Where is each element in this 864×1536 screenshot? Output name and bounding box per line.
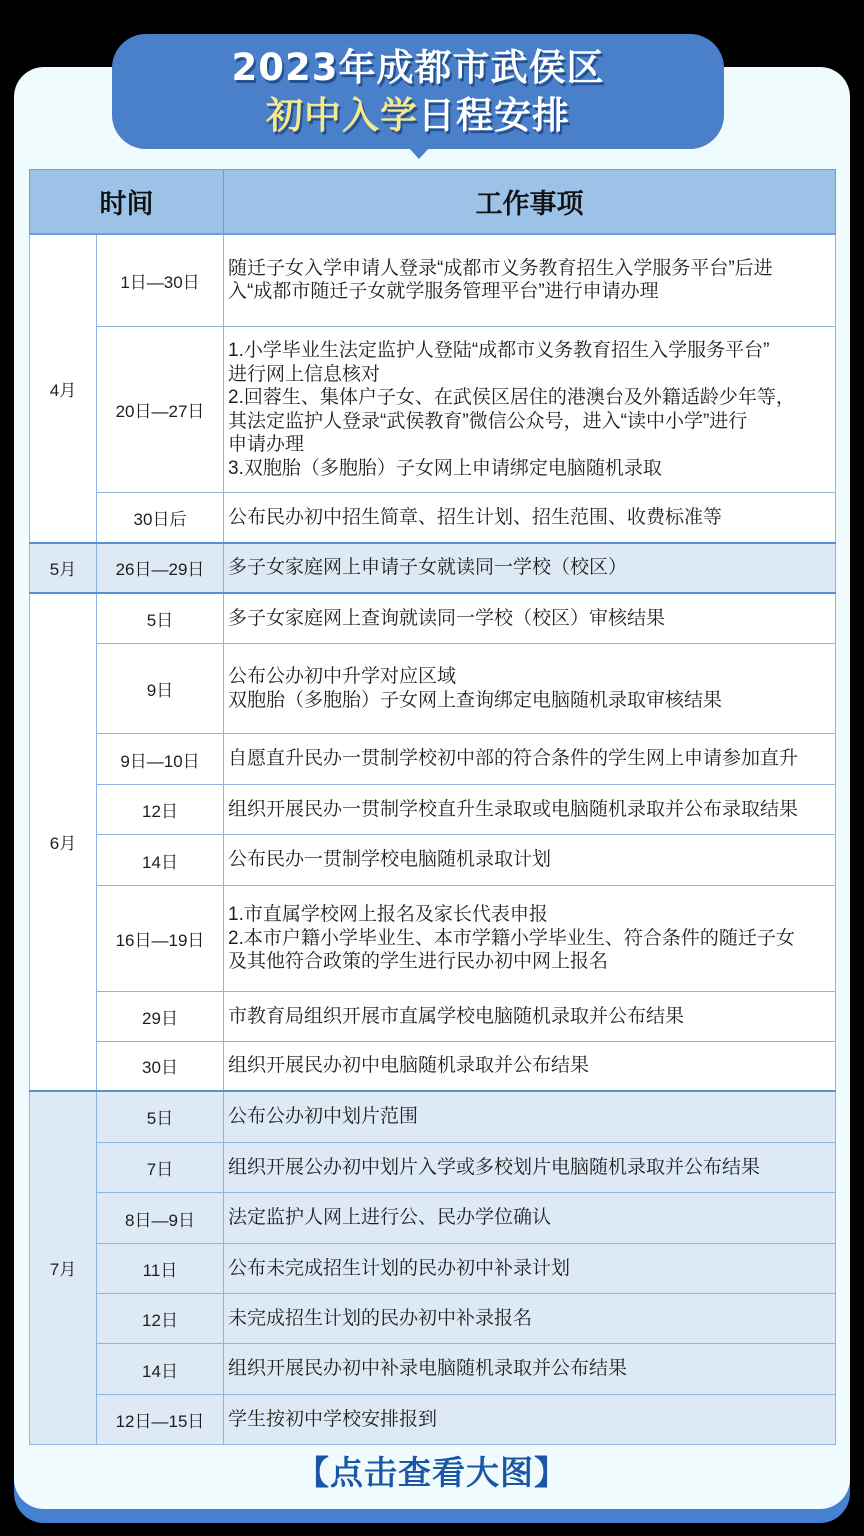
task-line: 学生按初中学校安排报到 <box>228 1408 438 1430</box>
task-cell <box>224 327 836 493</box>
title-line-2 <box>112 92 724 140</box>
table-row <box>30 644 836 734</box>
schedule-table-wrapper <box>29 169 835 1445</box>
task-line: 公布公办初中划片范围 <box>228 1106 419 1127</box>
date-cell: 14日 <box>97 835 224 886</box>
date-cell: 20日—27日 <box>97 327 224 493</box>
date-cell: 29日 <box>97 992 224 1042</box>
task-line: 1.小学毕业生法定监护人登陆“成都市义务教育招生入学服务平台” <box>228 340 770 361</box>
table-row <box>30 992 836 1042</box>
task-line: 入“成都市随迁子女就学服务管理平台”进行申请办理 <box>228 281 659 303</box>
banner-pointer <box>409 148 429 159</box>
table-row <box>30 493 836 543</box>
table-row <box>30 327 836 493</box>
task-cell <box>224 1143 836 1193</box>
table-row <box>30 1244 836 1294</box>
date-cell: 12日 <box>97 785 224 835</box>
task-line: 随迁子女入学申请人登录“成都市义务教育招生入学服务平台”后进 <box>228 257 773 279</box>
task-line: 及其他符合政策的学生进行民办初中网上报名 <box>228 951 609 973</box>
date-cell: 26日—29日 <box>97 543 224 593</box>
task-line: 组织开展民办初中补录电脑随机录取并公布结果 <box>228 1358 628 1380</box>
task-line: 多子女家庭网上申请子女就读同一学校（校区） <box>228 556 628 578</box>
date-cell: 9日—10日 <box>97 734 224 785</box>
task-cell <box>224 835 836 886</box>
schedule-table <box>29 169 836 1445</box>
task-line: 组织开展民办初中电脑随机录取并公布结果 <box>228 1055 590 1076</box>
task-cell <box>224 785 836 835</box>
date-cell: 11日 <box>97 1244 224 1294</box>
task-line: 其法定监护人登录“武侯教育”微信公众号，进入“读中小学”进行 <box>228 410 748 432</box>
table-header-row <box>30 170 836 234</box>
date-cell: 30日 <box>97 1042 224 1091</box>
date-cell: 30日后 <box>97 493 224 543</box>
task-line: 3.双胞胎（多胞胎）子女网上申请绑定电脑随机录取 <box>228 457 662 479</box>
task-cell <box>224 1042 836 1091</box>
title-rest: 日程安排 <box>418 94 570 137</box>
table-row <box>30 785 836 835</box>
task-cell <box>224 644 836 734</box>
table-row <box>30 1344 836 1395</box>
task-line: 2.回蓉生、集体户子女、在武侯区居住的港澳台及外籍适龄少年等， <box>228 387 795 408</box>
date-cell: 8日—9日 <box>97 1193 224 1244</box>
task-line: 未完成招生计划的民办初中补录报名 <box>228 1307 533 1329</box>
title-banner <box>112 34 724 149</box>
task-cell <box>224 234 836 327</box>
task-cell <box>224 1244 836 1294</box>
task-line: 组织开展民办一贯制学校直升生录取或电脑随机录取并公布录取结果 <box>228 798 799 820</box>
table-row <box>30 1143 836 1193</box>
task-line: 2.本市户籍小学毕业生、本市学籍小学毕业生、符合条件的随迁子女 <box>228 927 795 949</box>
table-row <box>30 1193 836 1244</box>
task-cell <box>224 1395 836 1445</box>
date-cell: 7日 <box>97 1143 224 1193</box>
table-row <box>30 1091 836 1143</box>
title-line-1: 2023年成都市武侯区 <box>231 46 605 89</box>
table-row <box>30 1294 836 1344</box>
date-cell: 14日 <box>97 1344 224 1395</box>
date-cell: 9日 <box>97 644 224 734</box>
table-row <box>30 1395 836 1445</box>
task-cell <box>224 886 836 992</box>
month-cell-may: 5月 <box>30 543 97 593</box>
date-cell: 12日—15日 <box>97 1395 224 1445</box>
title-highlight: 初中入学 <box>266 94 418 137</box>
table-row <box>30 543 836 593</box>
view-full-image-link[interactable]: 【点击查看大图】 <box>296 1453 568 1492</box>
task-cell <box>224 493 836 543</box>
task-line: 进行网上信息核对 <box>228 363 381 385</box>
task-cell <box>224 1193 836 1244</box>
table-row <box>30 734 836 785</box>
date-cell: 12日 <box>97 1294 224 1344</box>
table-row <box>30 234 836 327</box>
task-cell <box>224 543 836 593</box>
date-cell: 16日—19日 <box>97 886 224 992</box>
task-cell <box>224 593 836 644</box>
table-row <box>30 1042 836 1091</box>
task-line: 公布民办一贯制学校电脑随机录取计划 <box>228 849 552 871</box>
task-line: 自愿直升民办一贯制学校初中部的符合条件的学生网上申请参加直升 <box>228 748 799 770</box>
header-task: 工作事项 <box>224 170 836 234</box>
task-line: 市教育局组织开展市直属学校电脑随机录取并公布结果 <box>228 1005 685 1027</box>
table-row <box>30 593 836 644</box>
task-line: 公布未完成招生计划的民办初中补录计划 <box>228 1257 571 1279</box>
task-line: 组织开展公办初中划片入学或多校划片电脑随机录取并公布结果 <box>228 1156 761 1178</box>
task-cell <box>224 1344 836 1395</box>
header-time: 时间 <box>30 170 224 234</box>
month-cell-june: 6月 <box>30 593 97 1091</box>
month-cell-july: 7月 <box>30 1091 97 1445</box>
date-cell: 5日 <box>97 1091 224 1143</box>
task-line: 公布公办初中升学对应区域 <box>228 666 457 687</box>
date-cell: 5日 <box>97 593 224 644</box>
task-line: 双胞胎（多胞胎）子女网上查询绑定电脑随机录取审核结果 <box>228 689 723 711</box>
date-cell: 1日—30日 <box>97 234 224 327</box>
task-cell <box>224 992 836 1042</box>
task-cell <box>224 734 836 785</box>
task-cell <box>224 1294 836 1344</box>
task-line: 法定监护人网上进行公、民办学位确认 <box>228 1207 552 1229</box>
table-row <box>30 835 836 886</box>
task-line: 多子女家庭网上查询就读同一学校（校区）审核结果 <box>228 607 666 629</box>
task-cell <box>224 1091 836 1143</box>
task-line: 公布民办初中招生简章、招生计划、招生范围、收费标准等 <box>228 506 723 528</box>
table-row <box>30 886 836 992</box>
task-line: 申请办理 <box>228 434 305 455</box>
task-line: 1.市直属学校网上报名及家长代表申报 <box>228 904 548 926</box>
month-cell-april: 4月 <box>30 234 97 543</box>
